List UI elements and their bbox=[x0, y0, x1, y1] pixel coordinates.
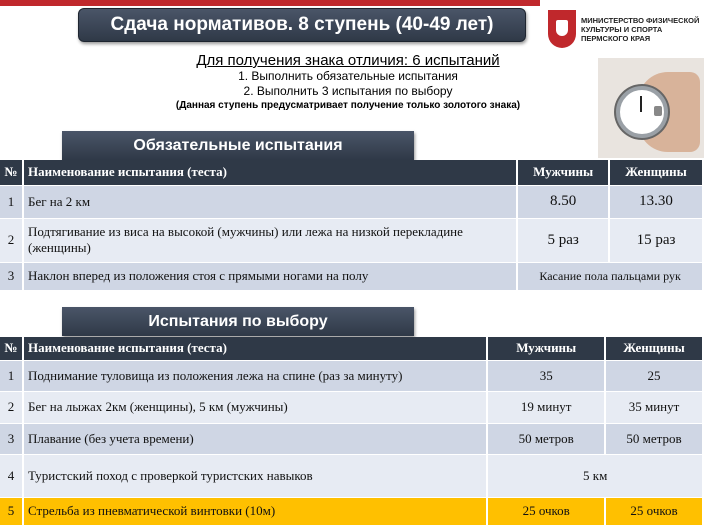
table-row bbox=[0, 360, 703, 391]
table-row bbox=[0, 423, 703, 454]
table-row bbox=[0, 185, 703, 218]
table-header-row bbox=[0, 160, 703, 185]
logo-line: ПЕРМСКОГО КРАЯ bbox=[581, 33, 651, 43]
row-men-value: 25 очков bbox=[487, 497, 605, 525]
row-women-value: 25 bbox=[605, 360, 703, 391]
section-optional-title bbox=[62, 307, 414, 336]
table-header-row bbox=[0, 337, 703, 360]
row-num: 1 bbox=[0, 360, 23, 391]
mandatory-table bbox=[0, 160, 704, 291]
row-women-value: 15 раз bbox=[609, 218, 703, 262]
row-women-value: 25 очков bbox=[605, 497, 703, 525]
row-num: 5 bbox=[0, 497, 23, 525]
col-name-header: Наименование испытания (теста) bbox=[23, 160, 517, 185]
row-both-value: Касание пола пальцами рук bbox=[517, 262, 703, 290]
section-mandatory-title bbox=[62, 131, 414, 160]
intro-item: 1. Выполнить обязательные испытания bbox=[238, 69, 458, 83]
logo-line: МИНИСТЕРСТВО ФИЗИЧЕСКОЙ bbox=[581, 15, 700, 25]
row-name: Поднимание туловища из положения лежа на спине (раз за минуту) bbox=[23, 360, 487, 391]
row-name: Туристский поход с проверкой туристских навыков bbox=[23, 454, 487, 497]
table-row bbox=[0, 454, 703, 497]
row-num: 3 bbox=[0, 423, 23, 454]
page-title-text: Сдача нормативов. 8 ступень (40-49 лет) bbox=[110, 14, 494, 35]
col-men-header: Мужчины bbox=[487, 337, 605, 360]
table-row bbox=[0, 391, 703, 423]
optional-table bbox=[0, 337, 704, 526]
row-name: Стрельба из пневматической винтовки (10м) bbox=[23, 497, 487, 525]
row-num: 4 bbox=[0, 454, 23, 497]
row-name: Бег на 2 км bbox=[23, 185, 517, 218]
row-name: Подтягивание из виса на высокой (мужчины) или лежа на низкой перекладине (женщины) bbox=[23, 218, 517, 262]
col-num-header: № bbox=[0, 337, 23, 360]
row-num: 2 bbox=[0, 391, 23, 423]
col-men-header: Мужчины bbox=[517, 160, 609, 185]
intro-heading: Для получения знака отличия: 6 испытаний bbox=[196, 52, 500, 69]
row-num: 1 bbox=[0, 185, 23, 218]
stopwatch-icon bbox=[616, 86, 668, 138]
col-women-header: Женщины bbox=[609, 160, 703, 185]
row-men-value: 8.50 bbox=[517, 185, 609, 218]
intro-block bbox=[130, 52, 566, 112]
table-row bbox=[0, 218, 703, 262]
section-title-text: Обязательные испытания bbox=[133, 136, 343, 154]
row-name: Бег на лыжах 2км (женщины), 5 км (мужчины) bbox=[23, 391, 487, 423]
coat-of-arms-icon bbox=[548, 10, 576, 48]
table-row-highlighted bbox=[0, 497, 703, 525]
row-num: 2 bbox=[0, 218, 23, 262]
top-accent-bar bbox=[0, 0, 540, 6]
row-men-value: 19 минут bbox=[487, 391, 605, 423]
page-title bbox=[78, 8, 526, 42]
row-name: Плавание (без учета времени) bbox=[23, 423, 487, 454]
row-women-value: 50 метров bbox=[605, 423, 703, 454]
intro-item: 2. Выполнить 3 испытания по выбору bbox=[243, 84, 453, 98]
row-men-value: 5 раз bbox=[517, 218, 609, 262]
row-women-value: 13.30 bbox=[609, 185, 703, 218]
row-men-value: 50 метров bbox=[487, 423, 605, 454]
table-row bbox=[0, 262, 703, 290]
logo-line: КУЛЬТУРЫ И СПОРТА bbox=[581, 24, 663, 34]
row-both-value: 5 км bbox=[487, 454, 703, 497]
section-title-text: Испытания по выбору bbox=[148, 312, 328, 330]
col-name-header: Наименование испытания (теста) bbox=[23, 337, 487, 360]
row-name: Наклон вперед из положения стоя с прямыми ногами на полу bbox=[23, 262, 517, 290]
intro-note: (Данная ступень предусматривает получение только золотого знака) bbox=[175, 100, 521, 111]
col-women-header: Женщины bbox=[605, 337, 703, 360]
logo-text bbox=[581, 16, 699, 43]
ministry-logo bbox=[546, 2, 704, 56]
stopwatch-photo bbox=[598, 58, 704, 158]
row-men-value: 35 bbox=[487, 360, 605, 391]
row-women-value: 35 минут bbox=[605, 391, 703, 423]
row-num: 3 bbox=[0, 262, 23, 290]
col-num-header: № bbox=[0, 160, 23, 185]
